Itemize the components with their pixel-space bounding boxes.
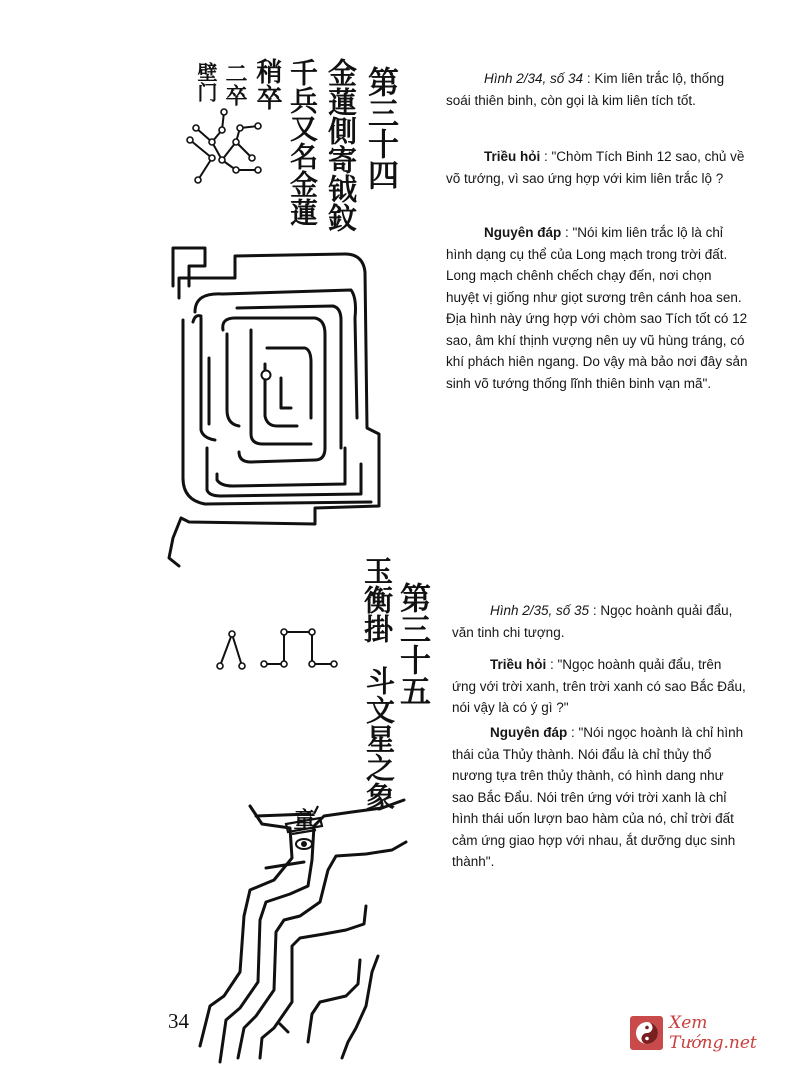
yin-yang-logo-icon <box>630 1016 663 1050</box>
fig34-star-diagram <box>176 98 276 188</box>
fig34-answer-paragraph <box>446 222 748 394</box>
fig34-question-paragraph <box>446 146 748 189</box>
fig35-seal-cjk: 童 <box>290 808 316 830</box>
fig34-line3-cjk: 千兵又名金蓮 <box>286 58 319 226</box>
fig35-caption-text: : Ngọc hoành quải đẩu, văn tinh chi tượng. <box>452 603 733 640</box>
fig34-title-cjk: 第三十四 <box>362 66 398 190</box>
fig34-caption-label: Hình 2/34, số 34 <box>484 71 584 86</box>
fig35-answer-label: Nguyên đáp <box>490 725 568 740</box>
fig34-terrain-map <box>165 238 405 568</box>
fig34-caption-text: : Kim liên trắc lộ, thống soái thiên binh, còn gọi là kim liên tích tốt. <box>446 71 725 108</box>
watermark[interactable] <box>630 1013 797 1053</box>
fig34-caption-paragraph <box>446 68 748 111</box>
fig35-question-label: Triều hỏi <box>490 657 547 672</box>
fig34-question-text: : "Chòm Tích Binh 12 sao, chủ về võ tướng, vì sao ứng hợp với kim liên trắc lộ ? <box>446 149 745 186</box>
fig35-question-text: : "Ngọc hoành quải đẩu, trên ứng với trời xanh, trên trời xanh có sao Bắc Đẩu, nói vậy là có ý gì ?" <box>452 657 746 715</box>
fig35-dipper-diagram <box>214 624 374 674</box>
fig35-answer-text: : "Nói ngọc hoành là chỉ hình thái của Thủy thành. Nói đẩu là chỉ thủy thổ nương tựa trên thủy thành, có hình dang như sao Bắc Đẩu. Nói trên ứng với trời xanh là chỉ hình thái uốn lượn bao hàm của nó, chỉ trời đất cảm ứng giao hợp với nhau, ắt dưỡng dục sinh thành". <box>452 725 744 869</box>
fig34-subtitle-cjk: 金蓮側寄钺鈫 <box>324 58 358 232</box>
watermark-text: Xem Tướng.net <box>669 1013 757 1053</box>
fig35-caption-paragraph <box>452 600 748 643</box>
fig34-line4-cjk: 稍卒 <box>252 58 282 110</box>
fig35-terrain-map <box>196 796 416 1066</box>
fig34-line5-cjk: 二卒 <box>222 62 248 106</box>
fig35-line3-cjk: 斗文星之象 <box>362 666 396 811</box>
fig35-title-cjk: 第三十五 <box>394 582 430 706</box>
fig34-answer-label: Nguyên đáp <box>484 225 562 240</box>
fig34-line6-cjk: 壁门 <box>194 62 218 102</box>
page-number: 34 <box>168 1009 189 1033</box>
fig35-subtitle-cjk: 玉衡掛 <box>360 556 394 643</box>
fig35-question-paragraph <box>452 654 748 719</box>
fig34-question-label: Triều hỏi <box>484 149 541 164</box>
fig35-answer-paragraph <box>452 722 748 873</box>
fig34-answer-text: : "Nói kim liên trắc lộ là chỉ hình dạng cụ thể của Long mạch trong trời đất. Long mạch chênh chếch chạy đến, nơi chọn huyệt vị giống như giọt sương trên cánh hoa sen. Địa hình này ứng hợp với chòm sao Tích tốt có 12 sao, âm khí thịnh vượng nên uy vũ hùng tráng, có khí phách hiên ngang. Do vậy mà bảo nơi đây sản sinh võ tướng thống lĩnh thiên binh vạn mã". <box>446 225 748 391</box>
fig35-caption-label: Hình 2/35, số 35 <box>490 603 590 618</box>
